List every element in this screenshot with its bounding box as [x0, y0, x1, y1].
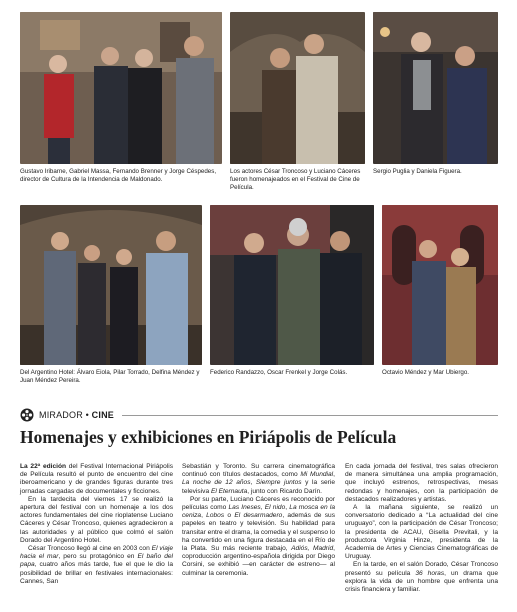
film-title: La mosca en la ceniza — [182, 504, 336, 520]
film-title: La noche de 12 años — [182, 479, 251, 487]
article-column-1 — [20, 463, 173, 586]
article-paragraph — [345, 463, 498, 504]
text-run: , pero su protagónico en — [58, 553, 138, 561]
section-label — [39, 410, 114, 420]
film-title: El desarmadero — [234, 512, 283, 520]
film-title: El viaje hacia el mar — [20, 545, 173, 561]
text-run: o — [224, 512, 235, 520]
section-separator: • — [85, 410, 92, 420]
article-paragraph — [20, 463, 173, 496]
film-reel-icon — [20, 408, 34, 422]
text-run: , — [201, 512, 207, 520]
text-run: del Festival Internacional Piriápolis de Película resultó el punto de encuentro del cine iberoamericano y de grandes figuras durante tres jornadas cargadas de documentales y ficciones. — [20, 463, 173, 495]
article-column-2 — [182, 463, 335, 578]
photo-two-actors-staircase — [230, 12, 365, 164]
text-run: , — [250, 479, 256, 487]
film-title: Lobos — [206, 512, 225, 520]
text-run: En la tardecita del viernes 17 se realizó la apertura del festival con un homenaje a los dos actores fundamentales del cine rioplatense Luciano Cáceres y César Troncoso, quienes agradecieron a las autoridades y al público que colmó el salón Dorado del Argentino Hotel. — [20, 495, 173, 544]
photo-hotel-group — [20, 205, 202, 365]
article-paragraph — [345, 504, 498, 561]
photo-caption: Los actores César Troncoso y Luciano Cáceres fueron homenajeados en el Festival de Cine de Película. — [230, 168, 361, 191]
photo-young-couple — [382, 205, 498, 365]
text-run: , además de sus papeles en teatro y televisión. Su habilidad para transitar entre el drama, la comedia y el suspenso lo ha convertido en una figura destacada en el Río de la Plata. Su más reciente trabajo, — [182, 512, 336, 553]
photo-couple — [373, 12, 498, 164]
article-paragraph — [345, 561, 498, 594]
text-run: A la mañana siguiente, se realizó un conversatorio dedicado a “La actualidad del cine uruguayo”, con la participación de César Troncoso; la presidenta de ACAU, Gisella Previtali, y la productora Virginia Hinze, presidenta de la Academia de Artes y Ciencias Cinematográficas de Uruguay. — [345, 504, 498, 561]
photo-group-four-men — [20, 12, 222, 164]
film-title: El nido — [264, 504, 286, 512]
text-run: , — [260, 504, 265, 512]
text-run: Sebastián y Toronto. Su carrera cinematográfica continuó con títulos destacados, como — [182, 463, 335, 479]
article-paragraph — [20, 496, 173, 545]
film-title: El baño del papa — [20, 553, 173, 569]
text-run: , — [333, 471, 335, 479]
section-name: MIRADOR — [39, 410, 83, 420]
film-title: Adiós, Madrid — [291, 545, 334, 553]
section-bar — [20, 407, 498, 423]
photo-caption: Gustavo Iribarne, Gabriel Massa, Fernando Brenner y Jorge Céspedes, director de Cultura de la Intendencia de Maldonado. — [20, 168, 217, 183]
lead-in: La 22ª edición — [20, 463, 67, 470]
text-run: , un drama que explora la vida de un hombre que enfrenta una crisis financiera y familiar. — [345, 569, 498, 594]
photo-caption: Sergio Puglia y Daniela Figuera. — [373, 168, 462, 175]
photo-caption: Federico Randazzo, Oscar Frenkel y Jorge Colás. — [210, 369, 348, 376]
film-title: Mi Mundial — [300, 471, 334, 479]
section-category: CINE — [91, 410, 114, 420]
text-run: , — [285, 504, 290, 512]
article-headline: Homenajes y exhibiciones en Piriápolis de Película — [20, 427, 397, 447]
article-paragraph — [182, 463, 335, 496]
text-run: Por su parte, Luciano Cáceres es reconocido por películas como — [182, 495, 335, 512]
film-title: 36 horas — [415, 569, 445, 577]
section-rule — [122, 415, 498, 416]
text-run: En la tarde, en el salón Dorado, César Troncoso presentó su película — [345, 561, 498, 577]
photo-caption: Octavio Méndez y Mar Ubiergo. — [382, 369, 470, 376]
article-column-3 — [345, 463, 498, 594]
film-title: El Eternauta — [210, 487, 248, 495]
article-paragraph — [182, 496, 335, 578]
photo-caption: Del Argentino Hotel: Álvaro Eiola, Pilar Torrado, Delfina Méndez y Juan Méndez Pereira. — [20, 369, 200, 384]
photo-three-men — [210, 205, 374, 365]
text-run: , coproducción argentino-española dirigida por Diego Corsini, se exhibió —en carácter de estreno— al culminar la ceremonia. — [182, 545, 335, 577]
text-run: y la serie televisiva — [182, 479, 335, 495]
film-title: Siempre juntos — [255, 479, 302, 487]
film-title: Las Ineses — [228, 504, 261, 512]
text-run: En cada jornada del festival, tres salas ofrecieron de manera simultánea una amplia programación, que incluyó estrenos, retrospectivas, mesas redondas y homenajes, con la participación de destacados realizadores y artistas. — [345, 463, 498, 503]
article-paragraph — [20, 545, 173, 586]
text-run: , cuatro años más tarde, fue el que le dio la posibilidad de brillar en festivales internacionales: Cannes, San — [20, 561, 173, 585]
text-run: , junto con Ricardo Darín. — [247, 487, 323, 495]
text-run: César Troncoso llegó al cine en 2003 con — [28, 545, 152, 553]
